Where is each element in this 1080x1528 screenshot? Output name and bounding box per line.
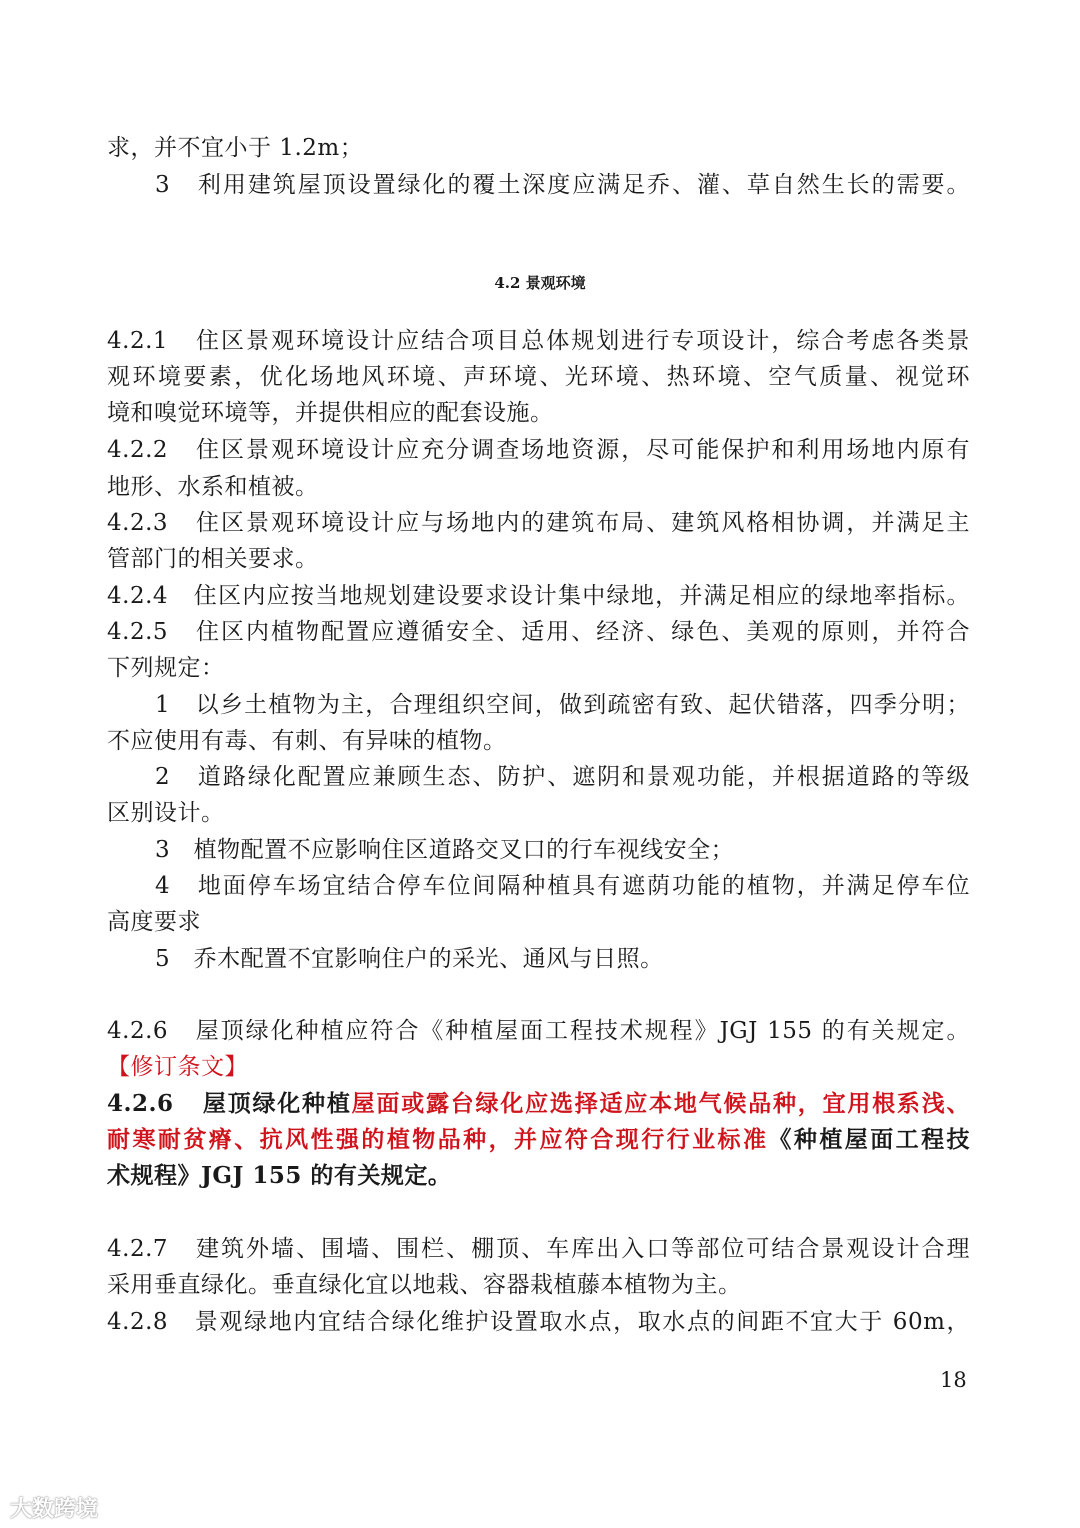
text-line	[155, 832, 970, 868]
text-line	[155, 941, 970, 977]
text-line	[107, 1304, 970, 1340]
text-line	[155, 868, 970, 904]
text-line	[155, 759, 970, 795]
text-line	[107, 904, 970, 940]
text-line	[107, 1122, 970, 1158]
text-segment: 4 地面停车场宜结合停车位间隔种植具有遮荫功能的植物，并满足停车位	[155, 873, 970, 899]
text-segment: 4.2.6 屋顶绿化种植应符合《种植屋面工程技术规程》JGJ 155 的有关规定。	[107, 1018, 970, 1044]
text-segment: 2 道路绿化配置应兼顾生态、防护、遮阴和景观功能，并根据道路的等级	[155, 764, 970, 790]
text-line	[155, 687, 970, 723]
text-segment: 4.2.7 建筑外墙、围墙、围栏、棚顶、车库出入口等部位可结合景观设计合理	[107, 1236, 970, 1262]
text-line	[107, 1086, 970, 1122]
page-number: 18	[940, 1368, 967, 1392]
text-segment: 3 利用建筑屋顶设置绿化的覆土深度应满足乔、灌、草自然生长的需要。	[155, 172, 970, 198]
revised-text: 耐寒耐贫瘠、抗风性强的植物品种，并应符合现行行业标准	[107, 1126, 769, 1153]
text-line	[107, 432, 970, 468]
text-segment: 4.2.1 住区景观环境设计应结合项目总体规划进行专项设计，综合考虑各类景	[107, 328, 970, 354]
text-line	[107, 723, 970, 759]
text-line	[107, 130, 970, 166]
text-line	[107, 1013, 970, 1049]
watermark-logo: 大数跨境	[10, 1497, 99, 1522]
text-segment: 不应使用有毒、有刺、有异味的植物。	[107, 728, 507, 754]
text-segment: 4.2.2 住区景观环境设计应充分调查场地资源，尽可能保护和利用场地内原有	[107, 437, 970, 463]
text-line	[107, 395, 970, 431]
text-line	[107, 650, 970, 686]
text-line	[107, 469, 970, 505]
text-segment: 5 乔木配置不宜影响住户的采光、通风与日照。	[155, 946, 664, 972]
text-line	[107, 541, 970, 577]
text-segment: 求，并不宜小于 1.2m；	[107, 135, 364, 161]
text-line	[107, 1267, 970, 1303]
text-line	[107, 614, 970, 650]
text-segment: 下列规定：	[107, 655, 225, 681]
text-segment: 1 以乡土植物为主，合理组织空间，做到疏密有致、起伏错落，四季分明；	[155, 692, 970, 718]
text-segment: 4.2.8 景观绿地内宜结合绿化维护设置取水点，取水点的间距不宜大于 60m，	[107, 1309, 970, 1335]
text-line	[107, 795, 970, 831]
text-segment: 区别设计。	[107, 800, 225, 826]
text-segment: 4.2.5 住区内植物配置应遵循安全、适用、经济、绿色、美观的原则，并符合	[107, 619, 970, 645]
text-segment: 地形、水系和植被。	[107, 474, 319, 500]
revised-text: 【修订条文】	[107, 1054, 248, 1080]
text-segment: 《种植屋面工程技	[768, 1126, 971, 1153]
text-segment: 管部门的相关要求。	[107, 546, 319, 572]
text-segment: 采用垂直绿化。垂直绿化宜以地栽、容器栽植藤本植物为主。	[107, 1272, 742, 1298]
text-line	[107, 1049, 970, 1085]
text-segment: 术规程》JGJ 155 的有关规定。	[107, 1162, 452, 1189]
text-segment: 境和嗅觉环境等，并提供相应的配套设施。	[107, 400, 554, 426]
text-line	[107, 1158, 970, 1194]
text-segment: 高度要求	[107, 909, 201, 935]
text-line	[107, 578, 970, 614]
text-segment: 4.2.4 住区内应按当地规划建设要求设计集中绿地，并满足相应的绿地率指标。	[107, 583, 970, 609]
text-line	[107, 505, 970, 541]
text-segment: 观环境要素，优化场地风环境、声环境、光环境、热环境、空气质量、视觉环	[107, 364, 970, 390]
text-segment: 3 植物配置不应影响住区道路交叉口的行车视线安全；	[155, 837, 735, 863]
text-segment: 4.2.3 住区景观环境设计应与场地内的建筑布局、建筑风格相协调，并满足主	[107, 510, 970, 536]
section-heading: 4.2 景观环境	[494, 274, 586, 292]
revised-text: 屋面或露台绿化应选择适应本地气候品种，宜用根系浅、	[351, 1090, 971, 1117]
text-segment: 4.2.6 屋顶绿化种植	[107, 1090, 352, 1117]
text-line	[107, 1231, 970, 1267]
text-line	[107, 359, 970, 395]
text-line	[155, 167, 970, 203]
text-line	[107, 323, 970, 359]
